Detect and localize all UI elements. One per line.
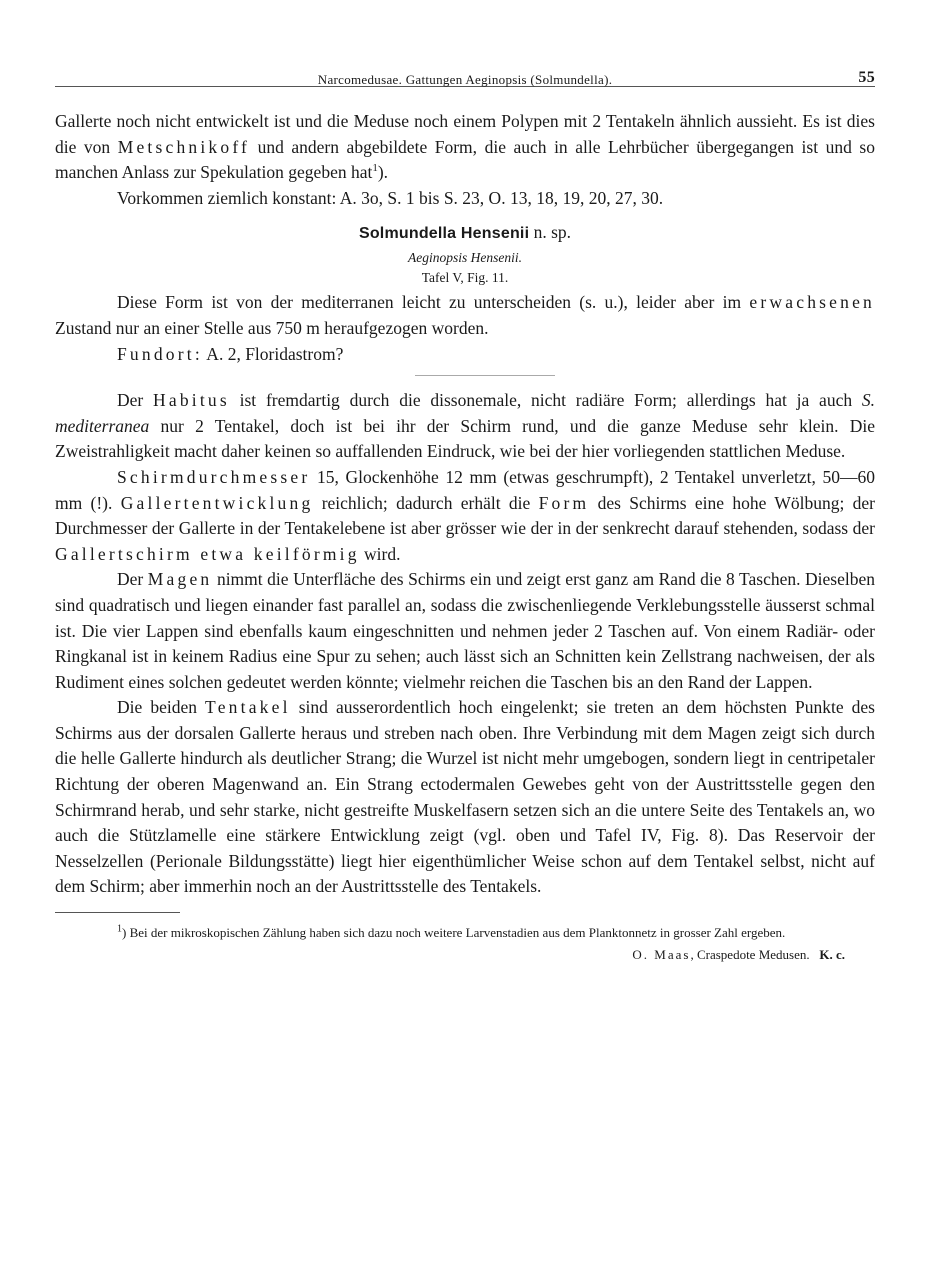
text-run: nur 2 Tentakel, doch ist bei ihr der Schirm rund, und die ganze Meduse sehr klein. Die Zweistrahligkeit macht daher keinen so auffallenden Eindruck, wie bei der hier vorliegenden stattlichen Meduse. xyxy=(55,415,875,462)
spaced-word-form: Form xyxy=(538,492,590,513)
spaced-word-tentakel: Tentakel xyxy=(205,697,291,718)
footnote xyxy=(55,921,875,945)
paragraph-magen xyxy=(55,567,875,695)
text-run: Der xyxy=(117,569,148,590)
text-run: wird. xyxy=(359,543,401,564)
paragraph-diese-form xyxy=(55,290,875,341)
spaced-name-metschnikoff: Metschnikoff xyxy=(117,136,251,157)
spaced-word-magen: Magen xyxy=(147,569,213,590)
page xyxy=(55,60,875,965)
italic-species-name: S. mediterranea xyxy=(55,390,875,436)
text-run: Gallerte noch nicht entwickelt ist und die Meduse noch einem Polypen mit 2 Tentakeln ähnlich aussieht. Es ist dies die von xyxy=(55,111,875,157)
signature-title: , Craspedote Medusen. xyxy=(690,947,810,963)
text-run: A. 2, Floridastrom? xyxy=(202,343,344,364)
text-run: Diese Form ist von der mediterranen leicht zu unterscheiden (s. u.), leider aber im xyxy=(117,292,750,313)
spaced-word-erwachsenen: erwachsenen xyxy=(749,292,875,313)
paragraph-gallerte xyxy=(55,109,875,186)
signature-author: O. Maas xyxy=(632,947,691,963)
spaced-phrase-gallertschirm: Gallertschirm etwa keilförmig xyxy=(55,543,360,564)
text-run: Die beiden xyxy=(117,697,206,718)
paragraph-tentakel xyxy=(55,695,875,900)
page-number: 55 xyxy=(858,69,875,86)
paragraph-habitus xyxy=(55,388,875,465)
text-run: nimmt die Unterfläche des Schirms ein und zeigt erst ganz am Rand die 8 Taschen. Dieselben sind quadratisch und liegen einander fast parallel an, sodass die zwischenliegende Verklebungsstelle äusserst schmal ist. Die vier Lappen sind ebenfalls kaum eingeschnitten und nehmen jeder 2 Taschen auf. Von einem Radiär- oder Ringkanal ist in keinem Radius eine Spur zu sehen; auch lässt sich an Schnitten kein Zellstrang nachweisen, der als Rudiment eines solchen gedeutet werden könnte; vielmehr reichen die Taschen bis an den Rand der Lappen. xyxy=(55,569,875,692)
section-separator xyxy=(415,375,555,376)
text-run: und andern abgebildete Form, die auch in alle Lehrbücher übergegangen ist und so manchen Anlass zur Spekulation gegeben hat xyxy=(55,136,875,183)
plate-reference: Tafel V, Fig. 11. xyxy=(421,270,509,286)
spaced-word-gallertentwicklung: Gallertentwicklung xyxy=(120,492,314,513)
running-header xyxy=(55,60,875,87)
paragraph-vorkommen: Vorkommen ziemlich konstant: A. 3o, S. 1 bis S. 23, O. 13, 18, 19, 20, 27, 30. xyxy=(117,187,664,208)
paragraph-fundort xyxy=(55,342,875,368)
species-suffix: n. sp. xyxy=(529,222,572,243)
spaced-word-habitus: Habitus xyxy=(153,390,230,411)
text-run: Der xyxy=(117,390,154,411)
text-run: 15, Glockenhöhe 12 mm (etwas geschrumpft), 2 Tentakel unverletzt, 50—60 mm (!). xyxy=(55,466,875,513)
species-synonym: Aeginopsis Hensenii. xyxy=(408,250,522,266)
paragraph-schirmdurchmesser xyxy=(55,465,875,567)
running-title: Narcomedusae. Gattungen Aeginopsis (Solmundella). xyxy=(317,72,613,87)
text-run: ). xyxy=(377,162,389,183)
signature-sheet-mark: K. c. xyxy=(819,947,845,963)
spaced-word-fundort: Fundort: xyxy=(117,343,203,364)
text-run: Zustand nur an einer Stelle aus 750 m heraufgezogen worden. xyxy=(55,317,489,338)
species-heading xyxy=(55,219,875,247)
spaced-word-schirmdurchmesser: Schirmdurchmesser xyxy=(117,466,311,487)
text-run: ist fremdartig durch die dissonemale, nicht radiäre Form; allerdings hat ja auch xyxy=(229,390,862,411)
footnote-text: ) Bei der mikroskopischen Zählung haben sich dazu noch weitere Larvenstadien aus dem Planktonnetz in grosser Zahl ergeben. xyxy=(122,925,786,941)
footnote-rule xyxy=(55,912,180,913)
footnote-reference: 1 xyxy=(372,162,378,175)
text-run: sind ausserordentlich hoch eingelenkt; sie treten an dem höchsten Punkte des Schirms aus der dorsalen Gallerte heraus und streben nach oben. Ihre Verbindung mit dem Magen zeigt sich durch die helle Gallerte hindurch als deutlicher Strang; die Wurzel ist nicht mehr umgebogen, sondern liegt in centripetaler Richtung der oberen Magenwand an. Ein Strang ectodermalen Gewebes geht von der Austrittsstelle gegen den Schirmrand herab, und sehr starke, nicht gestreifte Muskelfasern setzen sich an die untere Seite des Tentakels an, wo auch die Stützlamelle eine stärkere Entwicklung zeigt (vgl. oben und Tafel IV, Fig. 8). Das Reservoir der Nesselzellen (Perionale Bildungsstätte) liegt hier eigenthümlicher Weise schon auf dem Tentakel selbst, nicht auf dem Schirm; aber immerhin noch an der Austrittsstelle des Tentakels. xyxy=(55,697,875,897)
footnote-marker: 1 xyxy=(117,923,122,935)
sheet-signature xyxy=(55,945,845,965)
text-run: reichlich; dadurch erhält die xyxy=(313,492,539,513)
species-name: Solmundella Hensenii xyxy=(358,225,530,243)
text-run: des Schirms eine hohe Wölbung; der Durchmesser der Gallerte in der Tentakelebene ist aber grösser wie der in der senkrecht darauf stehenden, sodass der xyxy=(55,492,876,539)
